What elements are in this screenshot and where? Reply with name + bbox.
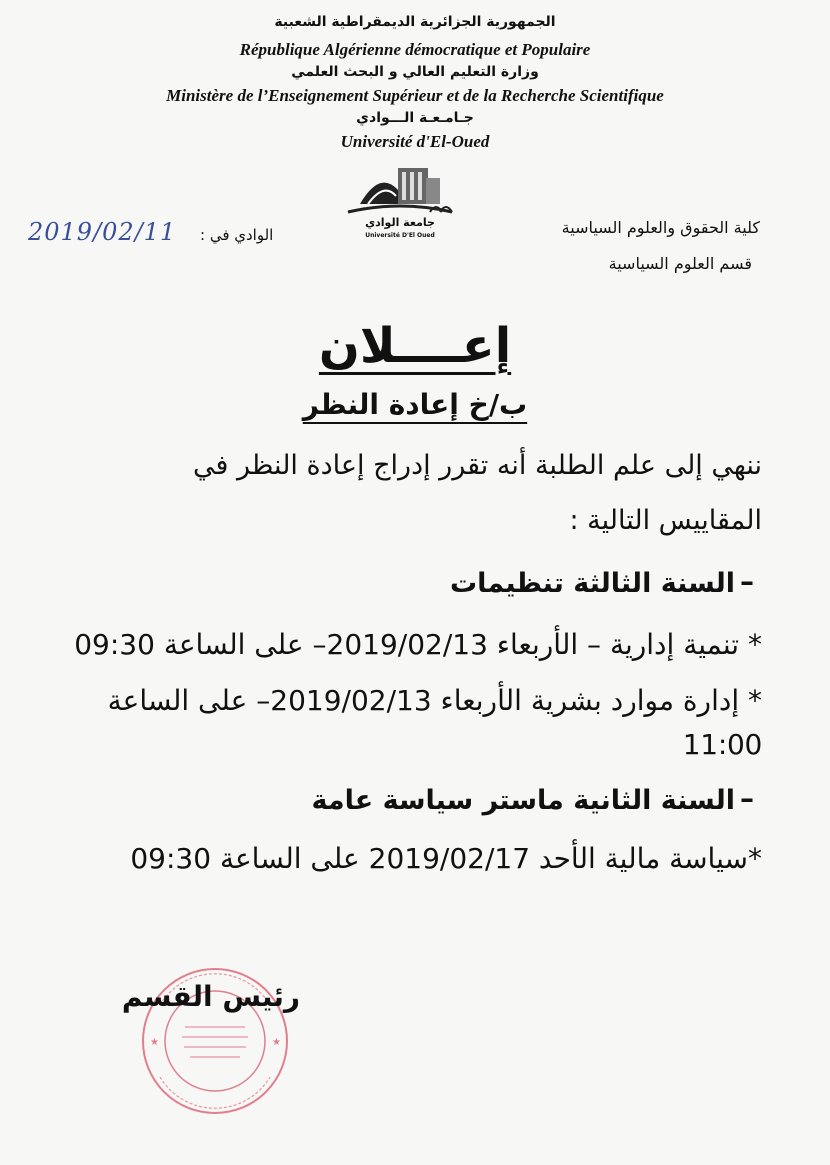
svg-text:★: ★ — [272, 1037, 281, 1048]
section-1-item-1: * تنمية إدارية – الأربعاء 2019/02/13– على الساعة 09:30 — [74, 628, 762, 661]
announcement-title-text: إعــــلان — [318, 318, 512, 374]
header-republic-ar: الجمهورية الجزائرية الديمقراطية الشعبية — [274, 14, 556, 30]
date-label: الوادي في : — [200, 226, 274, 244]
logo-text-ar: جامعة الوادي — [365, 216, 435, 229]
department-head-title: رئيس القسم — [121, 980, 300, 1013]
department-name: قسم العلوم السياسية — [608, 254, 752, 273]
intro-line-2: المقاييس التالية : — [569, 505, 762, 536]
university-logo-icon — [340, 160, 460, 240]
svg-text:★: ★ — [150, 1037, 159, 1048]
header-republic-fr: République Algérienne démocratique et Populaire — [239, 40, 591, 59]
section-1-item-2: * إدارة موارد بشرية الأربعاء 2019/02/13– على الساعة — [107, 684, 762, 717]
announcement-subtitle — [0, 388, 830, 421]
intro-line-1: ننهي إلى علم الطلبة أنه تقرر إدراج إعادة النظر في — [193, 450, 762, 481]
section-1-dash: – — [740, 565, 754, 598]
header-university-ar: جـامـعـة الـــوادي — [356, 110, 474, 126]
header-ministry-ar: وزارة التعليم العالي و البحث العلمي — [291, 64, 539, 80]
header-ministry-fr: Ministère de l’Enseignement Supérieur et de la Recherche Scientifique — [166, 86, 664, 105]
section-2-dash: – — [740, 782, 754, 815]
header-university-fr: Université d'El-Oued — [340, 132, 490, 151]
section-2-heading: السنة الثانية ماستر سياسة عامة — [311, 785, 735, 816]
logo-text-fr: Université D'El Oued — [365, 232, 435, 239]
section-1-item-2-time: 11:00 — [682, 728, 762, 761]
faculty-name: كلية الحقوق والعلوم السياسية — [561, 218, 760, 237]
announcement-title — [0, 318, 830, 374]
section-1-heading: السنة الثالثة تنظيمات — [449, 568, 735, 599]
section-2-item-1: *سياسة مالية الأحد 2019/02/17 على الساعة 09:30 — [130, 842, 762, 875]
handwritten-date: 2019/02/11 — [28, 218, 177, 246]
announcement-subtitle-text: ب/خ إعادة النظر — [302, 388, 528, 421]
